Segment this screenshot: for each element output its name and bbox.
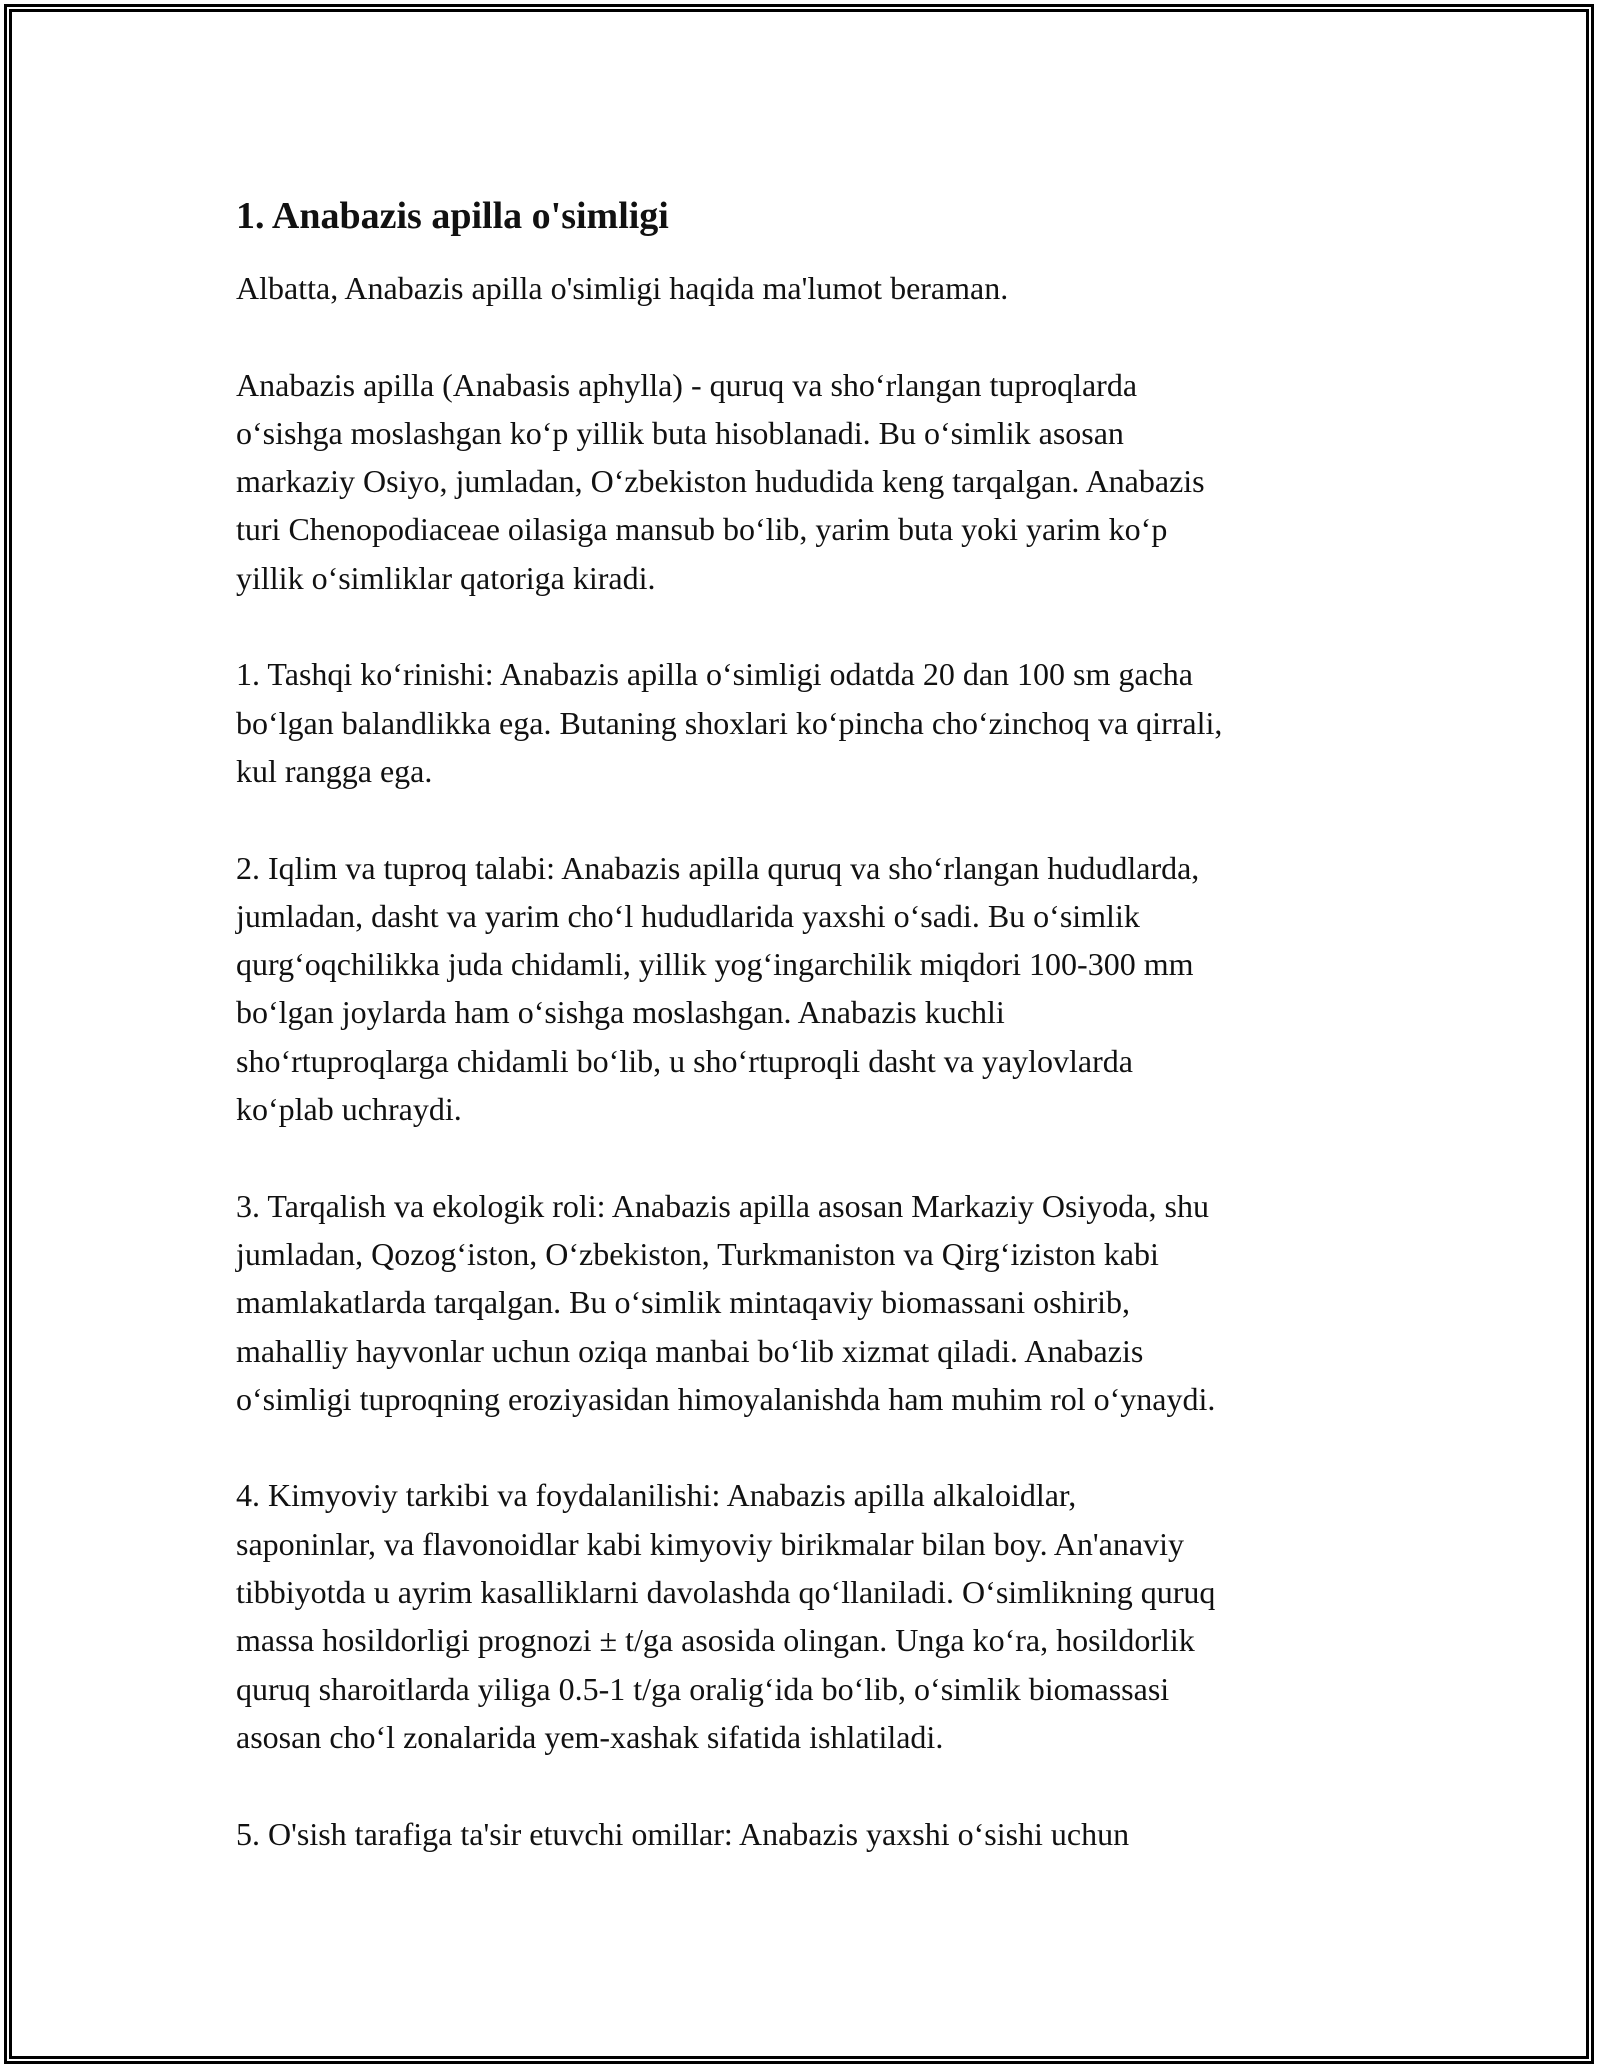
body-paragraph — [236, 1182, 1386, 1423]
text-line: bo‘lgan balandlikka ega. Butaning shoxlari ko‘pincha cho‘zinchoq va qirrali, — [236, 704, 1223, 741]
text-line: sho‘rtuproqlarga chidamli bo‘lib, u sho‘rtuproqli dasht va yaylovlarda — [236, 1042, 1133, 1079]
text-line: yillik o‘simliklar qatoriga kiradi. — [236, 559, 656, 596]
body-paragraph — [236, 1471, 1386, 1761]
text-line: tibbiyotda u ayrim kasalliklarni davolashda qo‘llaniladi. O‘simlikning quruq — [236, 1574, 1216, 1611]
text-line: 3. Tarqalish va ekologik roli: Anabazis apilla asosan Markaziy Osiyoda, shu — [236, 1187, 1209, 1224]
paragraph-list — [236, 361, 1386, 1858]
intro-paragraph: Albatta, Anabazis apilla o'simligi haqida ma'lumot beraman. — [236, 270, 1009, 306]
text-line: mamlakatlarda tarqalgan. Bu o‘simlik mintaqaviy biomassani oshirib, — [236, 1284, 1131, 1321]
text-line: turi Chenopodiaceae oilasiga mansub bo‘lib, yarim buta yoki yarim ko‘p — [236, 511, 1168, 548]
text-line: 5. O'sish tarafiga ta'sir etuvchi omillar: Anabazis yaxshi o‘sishi uchun — [236, 1815, 1130, 1852]
text-line: qurg‘oqchilikka juda chidamli, yillik yog‘ingarchilik miqdori 100-300 mm — [236, 946, 1194, 983]
text-line: 4. Kimyoviy tarkibi va foydalanilishi: Anabazis apilla alkaloidlar, — [236, 1477, 1077, 1514]
text-line: ko‘plab uchraydi. — [236, 1091, 462, 1128]
text-line: 2. Iqlim va tuproq talabi: Anabazis apilla quruq va sho‘rlangan hududlarda, — [236, 849, 1200, 886]
text-line: o‘sishga moslashgan ko‘p yillik buta hisoblanadi. Bu o‘simlik asosan — [236, 414, 1124, 451]
text-line: bo‘lgan joylarda ham o‘sishga moslashgan. Anabazis kuchli — [236, 994, 1005, 1031]
document-body — [236, 188, 1386, 1906]
document-title: 1. Anabazis apilla o'simligi — [236, 195, 669, 237]
text-line: markaziy Osiyo, jumladan, O‘zbekiston hududida keng tarqalgan. Anabazis — [236, 463, 1205, 500]
text-line: jumladan, Qozog‘iston, O‘zbekiston, Turkmaniston va Qirg‘iziston kabi — [236, 1235, 1159, 1272]
body-paragraph — [236, 361, 1386, 602]
text-line: Anabazis apilla (Anabasis aphylla) - quruq va sho‘rlangan tuproqlarda — [236, 366, 1138, 403]
text-line: massa hosildorligi prognozi ± t/ga asosida olingan. Unga ko‘ra, hosildorlik — [236, 1622, 1195, 1659]
text-line: 1. Tashqi ko‘rinishi: Anabazis apilla o‘simligi odatda 20 dan 100 sm gacha — [236, 656, 1193, 693]
body-paragraph — [236, 844, 1386, 1134]
text-line: kul rangga ega. — [236, 752, 433, 789]
text-line: jumladan, dasht va yarim cho‘l hududlarida yaxshi o‘sadi. Bu o‘simlik — [236, 897, 1140, 934]
text-line: quruq sharoitlarda yiliga 0.5-1 t/ga oralig‘ida bo‘lib, o‘simlik biomassasi — [236, 1670, 1170, 1707]
text-line: o‘simligi tuproqning eroziyasidan himoyalanishda ham muhim rol o‘ynaydi. — [236, 1380, 1216, 1417]
body-paragraph — [236, 650, 1386, 795]
text-line: mahalliy hayvonlar uchun oziqa manbai bo‘lib xizmat qiladi. Anabazis — [236, 1332, 1144, 1369]
body-paragraph — [236, 1810, 1386, 1858]
text-line: saponinlar, va flavonoidlar kabi kimyoviy birikmalar bilan boy. An'anaviy — [236, 1525, 1184, 1562]
text-line: asosan cho‘l zonalarida yem-xashak sifatida ishlatiladi. — [236, 1718, 944, 1755]
